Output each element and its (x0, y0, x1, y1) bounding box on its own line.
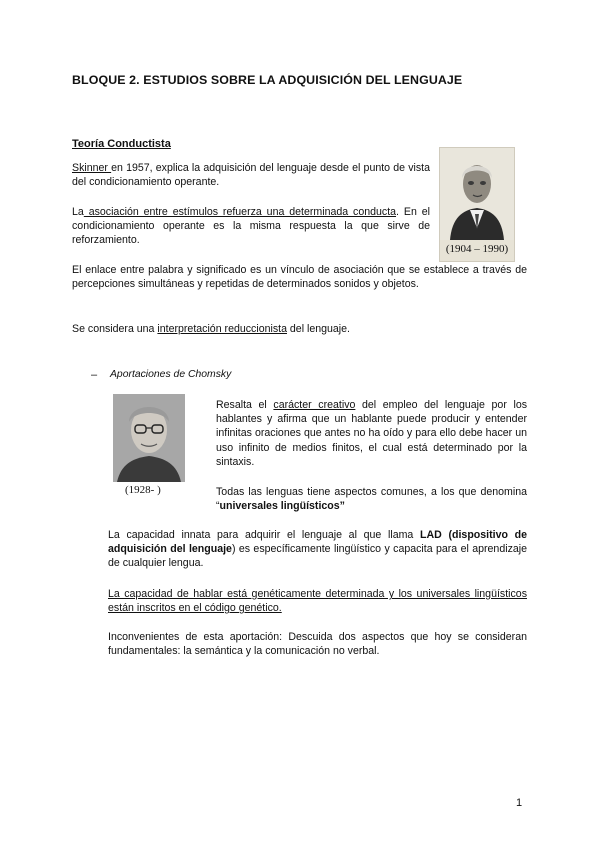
chomsky-paragraph-2: Todas las lenguas tiene aspectos comunes, a los que denomina “universales lingüísticos” (216, 486, 527, 513)
chomsky-paragraph-4: La capacidad de hablar está genéticamente determinada y los universales lingüísticos están inscritos en el código genético. (108, 588, 527, 615)
skinner-name: Skinner (72, 162, 112, 174)
bullet-dash: – (91, 369, 98, 381)
page-number: 1 (516, 797, 523, 809)
chomsky-paragraph-3: La capacidad innata para adquirir el lenguaje al que llama LAD (dispositivo de adquisición del lenguaje) es específicamente lingüístico y capacita para el aprendizaje de cualquier lengua. (108, 529, 528, 570)
skinner-portrait-image (440, 148, 514, 240)
skinner-photo-caption: (1904 – 1990) (445, 243, 509, 255)
association-paragraph: El enlace entre palabra y significado es un vínculo de asociación que se establece a través de percepciones simultáneas y repetidas de determinados sonidos y objetos. (72, 264, 527, 291)
chomsky-portrait-image (113, 394, 185, 482)
section-heading: Teoría Conductista (72, 138, 171, 150)
skinner-paragraph-1: Skinner en 1957, explica la adquisición del lenguaje desde el punto de vista del condicionamiento operante. (72, 162, 430, 189)
skinner-photo (439, 147, 515, 262)
chomsky-subheading: Aportaciones de Chomsky (110, 369, 232, 380)
skinner-paragraph-2: La asociación entre estímulos refuerza una determinada conducta. En el condicionamiento operante es la misma respuesta la que sirve de reforzamiento. (72, 206, 430, 247)
chomsky-photo (113, 394, 185, 499)
chomsky-paragraph-1: Resalta el carácter creativo del empleo del lenguaje por los hablantes y afirma que un hablante puede producir y entender infinitas oraciones que antes no ha oído y para ello debe hacer un uso infinito de medios finitos, el cual está determinado por la sintaxis. (216, 399, 528, 468)
chomsky-photo-caption: (1928- ) (125, 484, 161, 496)
reductionist-paragraph: Se considera una interpretación reduccionista del lenguaje. (72, 323, 350, 335)
document-title: BLOQUE 2. ESTUDIOS SOBRE LA ADQUISICIÓN DEL LENGUAJE (72, 73, 463, 87)
chomsky-paragraph-5: Inconvenientes de esta aportación: Descuida dos aspectos que hoy se consideran fundamentales: la semántica y la comunicación no verbal. (108, 631, 527, 658)
